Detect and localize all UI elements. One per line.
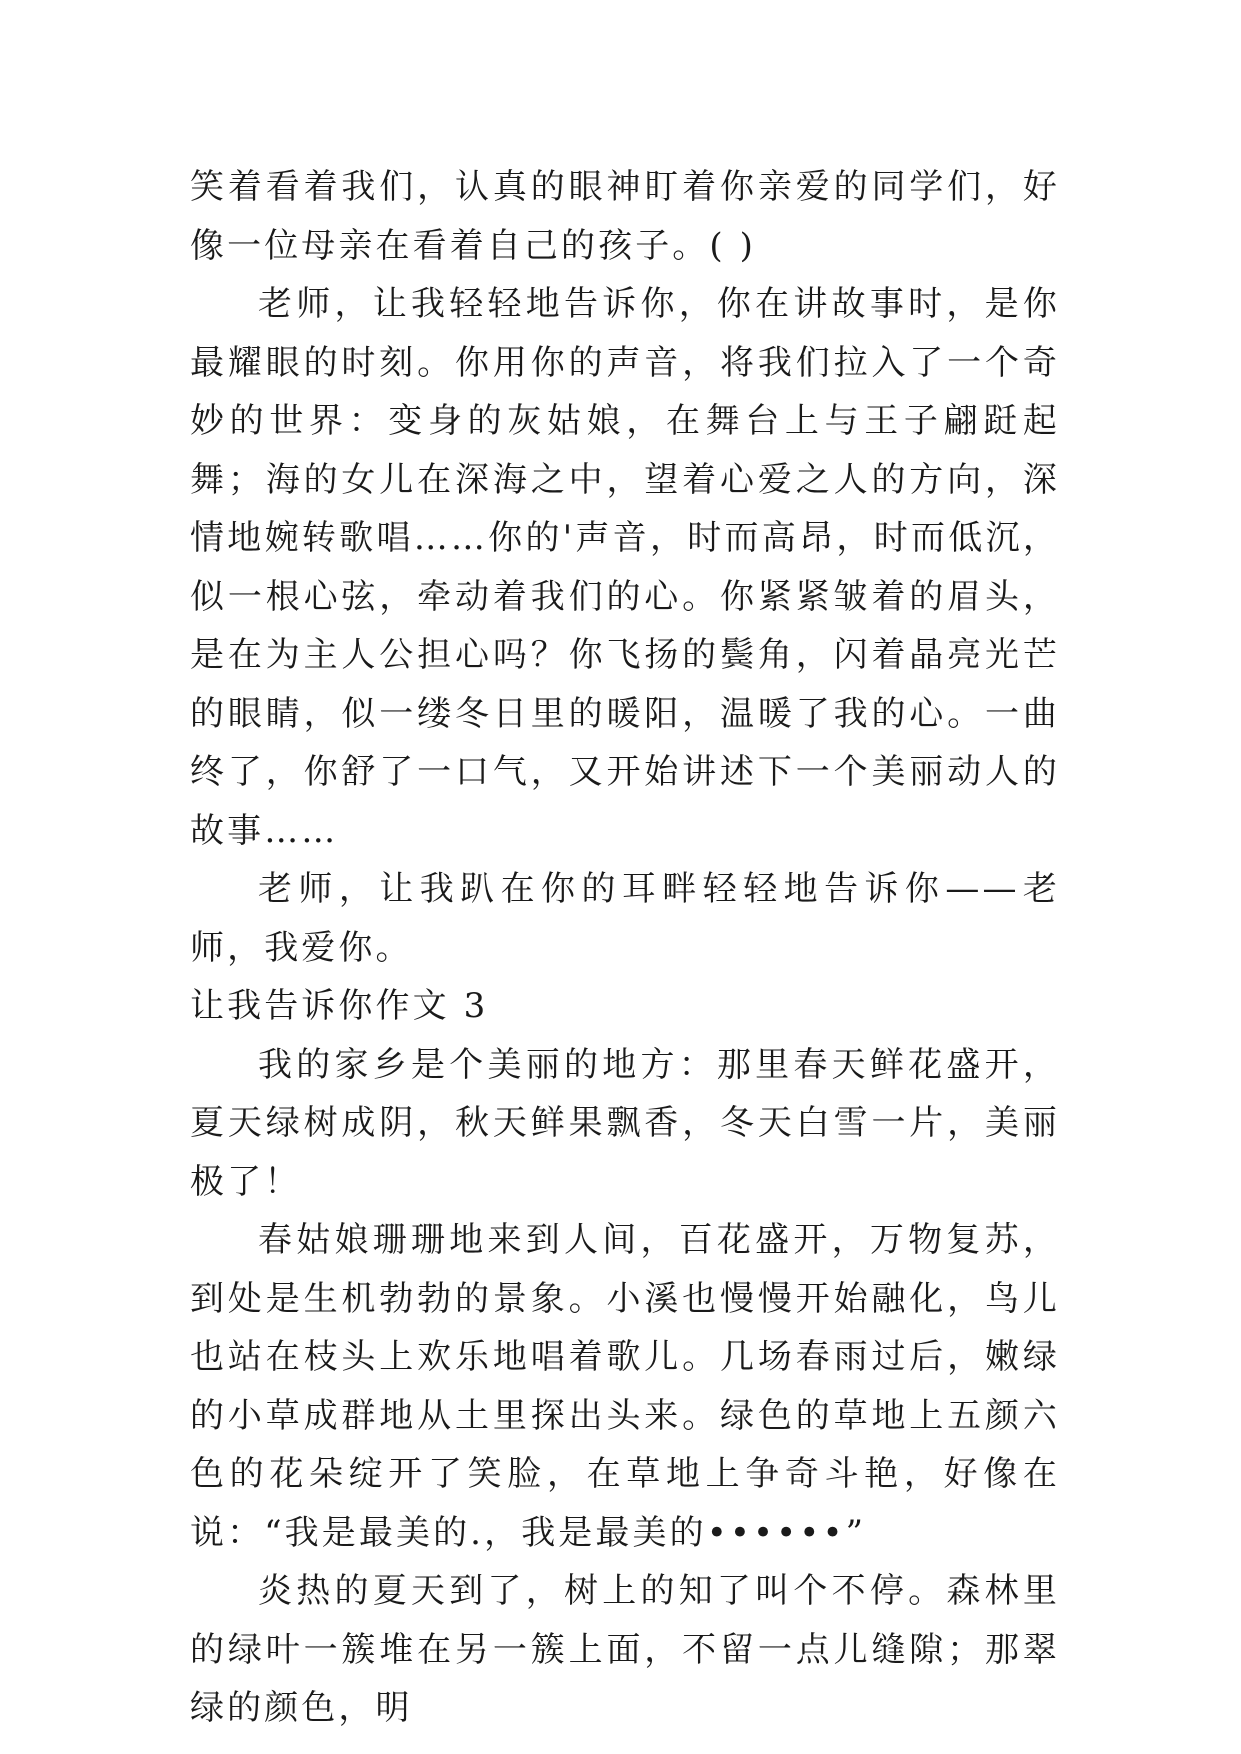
paragraph-closing: 老师，让我趴在你的耳畔轻轻地告诉你——老师，我爱你。 <box>190 869 1060 968</box>
paragraph-hometown-intro: 我的家乡是个美丽的地方：那里春天鲜花盛开，夏天绿树成阴，秋天鲜果飘香，冬天白雪一片，美丽极了！ <box>190 1044 1060 1202</box>
paragraph-continuation: 笑着看着我们，认真的眼神盯着你亲爱的同学们，好像一位母亲在看着自己的孩子。( ) <box>190 167 1060 266</box>
paragraph-summer: 炎热的夏天到了，树上的知了叫个不停。森林里的绿叶一簇堆在另一簇上面，不留一点儿缝隙；那翠绿的颜色，明 <box>190 1571 1060 1728</box>
paragraph-storytelling: 老师，让我轻轻地告诉你，你在讲故事时，是你最耀眼的时刻。你用你的声音，将我们拉入了一个奇妙的世界：变身的灰姑娘，在舞台上与王子翩跹起舞；海的女儿在深海之中，望着心爱之人的方向，深情地婉转歌唱……你的'声音，时而高昂，时而低沉，似一根心弦，牵动着我们的心。你紧紧皱着的眉头，是在为主人公担心吗？你飞扬的鬓角，闪着晶亮光芒的眼睛，似一缕冬日里的暖阳，温暖了我的心。一曲终了，你舒了一口气，又开始讲述下一个美丽动人的故事…… <box>190 284 1060 851</box>
paragraph-spring: 春姑娘珊珊地来到人间，百花盛开，万物复苏，到处是生机勃勃的景象。小溪也慢慢开始融化，鸟儿也站在枝头上欢乐地唱着歌儿。几场春雨过后，嫩绿的小草成群地从土里探出头来。绿色的草地上五颜六色的花朵绽开了笑脸，在草地上争奇斗艳，好像在说：“我是最美的.，我是最美的••••••” <box>190 1220 1060 1553</box>
document-body <box>190 158 1060 1738</box>
essay-heading: 让我告诉你作文 3 <box>190 986 489 1026</box>
